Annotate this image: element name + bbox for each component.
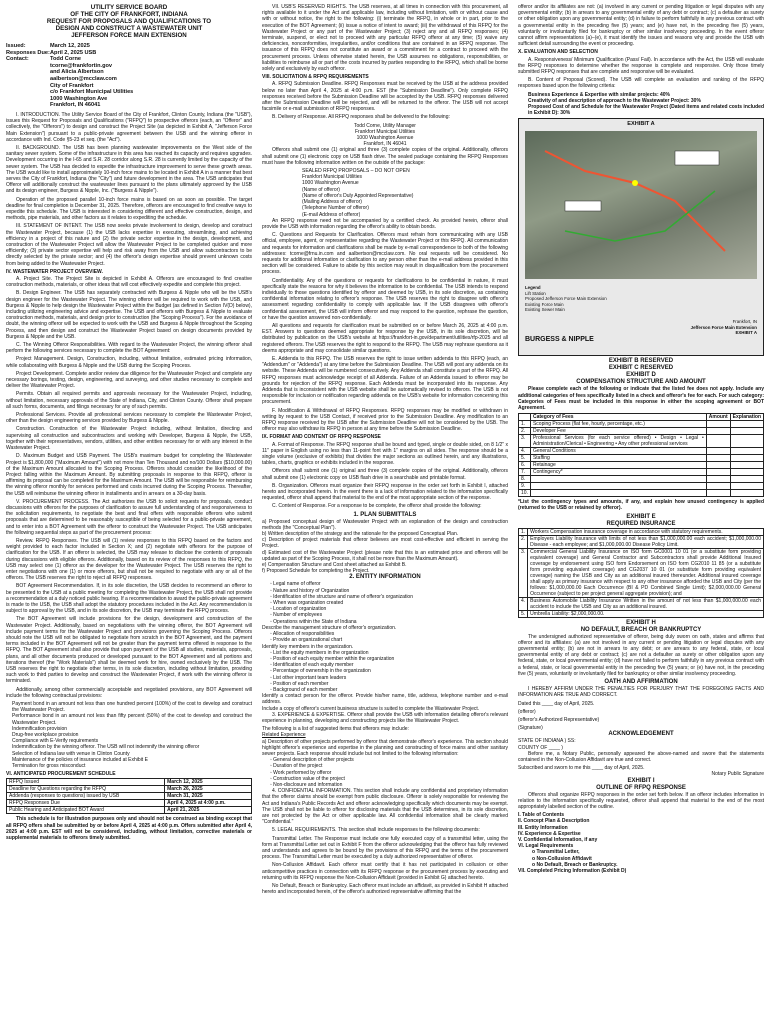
schedule-date: April 21, 2025 [165, 807, 252, 814]
signature-line: (offeror) [518, 708, 536, 715]
entity-item: Describe the management structure of offeror's organization. [262, 624, 397, 631]
project-development: Project Development. Complete and/or review due diligence for the Wastewater Project and complete any necessary borings, testing, design, engineering, and surveying, and other studies necessary to complete and deliver the Wastewater Project. [6, 370, 252, 390]
fee-category: Developer Fee [530, 428, 706, 435]
list-item: ◦ Nature and history of Organization [270, 587, 350, 594]
address-line: Frankfort Municipal Utilities [354, 128, 416, 135]
section-heading: VIII. SOLICITATION & RFPQ REQUIREMENTS [262, 74, 369, 81]
contact-line: aalbertson@mcclaw.com [50, 75, 117, 82]
ack-line: Subscribed and sworn to me this ____ day of April, 2025. [518, 765, 645, 772]
package-line: (Name of offeror's Duly Appointed Representative) [302, 192, 414, 199]
outline-item: III. Entity Information [518, 824, 568, 831]
exhibit-heading: EXHIBIT D [626, 372, 656, 379]
map-title-line: Frankfort, IN [732, 319, 757, 325]
notice-header [6, 4, 252, 39]
fee-category: Professional Services (for each service offered) • Design • Legal • Administration/Clerical • Engineering • Any other professional services [530, 435, 706, 448]
list-item: ◦ Number of employees [270, 612, 323, 619]
outline-instructions: Offerors shall organize RFPQ responses in the order set forth below. If an offeror includes information in relation to the information specifically requested, offeror shall append that material to the end of the most appropriately labelled section of the outline. [518, 791, 764, 810]
exhibit-subheading: NO DEFAULT, BREACH OR BANKRUPTCY [580, 626, 702, 633]
contingency-note: *List the contingency types and amounts, if any, and explain how unused contingency is applied (returned to the USB or retained by offeror). [518, 499, 764, 512]
fee-table [518, 413, 764, 497]
exhibit-heading: EXHIBIT C RESERVED [608, 365, 674, 372]
insurance-number: 4. [519, 597, 528, 610]
map-legend [525, 285, 625, 312]
fee-category: Retainage [530, 462, 706, 469]
outline-item: o No Default, Breach or Bankruptcy. [532, 861, 618, 868]
header-line: REQUEST FOR PROPOSALS AND QUALIFICATIONS TO [46, 18, 212, 25]
insurance-number: 3. [519, 548, 528, 597]
address-line: 1000 Washington Avenue [356, 135, 414, 142]
package-line: SEALED RFPQ PROPOSALS – DO NOT OPEN [302, 168, 410, 175]
fee-explanation [730, 476, 763, 483]
package-line: 1000 Washington Avenue [302, 180, 359, 187]
header-line: OF THE CITY OF FRANKFORT, INDIANA [70, 11, 188, 18]
ack-line: COUNTY OF ____ ) [518, 744, 563, 751]
procurement-schedule-table [6, 778, 252, 814]
fee-amount [706, 469, 730, 476]
package-line: (Telephone Number of offeror) [302, 205, 369, 212]
address-line: Todd Corne, Utility Manager [354, 122, 416, 129]
exhibit-heading: EXHIBIT H [626, 619, 656, 626]
fee-header: Category of Fees [530, 414, 706, 421]
criterion: Creativity of and description of approach to the Wastewater Project: 30% [528, 97, 701, 104]
introduction: I. INTRODUCTION. The Utility Service Board of the City of Frankfort, Clinton County, Indiana (the "USB"), issues this Request for Proposals and Qualifications ("RFPQ") to prospective offerors (each, an "Offeror" and collectively, the "Offerors") to design and construct the Project Site (as depicted in Exhibit A, "Jefferson Force Main Extension") pursuant to a public-private agreement between the USB and the winning offeror in accordance with Ind. Code §5-23 et seq. (the "Act"). [6, 111, 252, 143]
exhibit-heading: EXHIBIT B RESERVED [608, 358, 674, 365]
legend-item: Existing Sewer Main [525, 307, 565, 313]
outline-item: I. Table of Contents [518, 812, 565, 819]
related-experience: Related Experience [262, 732, 306, 739]
fee-category [530, 490, 706, 497]
insurance-number: 1. [519, 528, 528, 535]
fee-category: General Conditions [530, 448, 706, 455]
contact-line: and Alicia Albertson [50, 69, 104, 76]
list-item: ◦ List other important team leaders [270, 674, 347, 681]
criterion: Business Experience & Expertise with similar projects: 40% [528, 91, 671, 98]
exhibit-heading: EXHIBIT E [626, 513, 656, 520]
responsiveness: A. Responsiveness/ Minimum Qualification (Pass/ Fail). In accordance with the Act, the USB will evaluate the RFPQ responses to determine whether the response is complete and responsive. Only those timely submitted RFPQ responses that are complete and responsive will be evaluated. [518, 56, 764, 76]
signature-line: (Signature) [518, 725, 543, 732]
list-item: ◦ Operations within the State of Indiana [270, 618, 357, 625]
table-row [519, 483, 764, 490]
background-schedule: Operation of the proposed parallel 10-inch force mains is based on as soon as possible. The target deadline for final completion is December 31, 2025. Therefore, offerors are encouraged to find creative ways to expedite this schedule. The USB is interested in considering different and effective construction, design, and methods, pipe materials, and other factors as it relates to expediting the schedule. [6, 196, 252, 222]
offeror-responsibilities: C. The Winning Offeror Responsibilities. With regard to the Wastewater Project, the winning offeror shall perform the following services necessary to complete the BOT Agreement: [6, 342, 252, 355]
fee-amount [706, 490, 730, 497]
maximum-budget: D. Maximum Budget and USB Payment. The USB's maximum budget for completing the Wastewater Project is $1,800,000 ("Maximum Amount") with not more than Ten Thousand and no/100 Dollars ($10,000.00) of the Maximum Amount allocated to the Scoping Process. Offerors should consider the likelihood of the Project falling within the Maximum Amount. By submitting proposals in response to this RFPQ, offeror is affirming its proposal can be completed for the Maximum Amount. The USB will be responsible for reimbursing the winning offeror monthly for services performed and costs incurred during the Scoping Process. Thereafter, the USB will reimburse the winning offeror in installments and in arrears on a 30-day basis. [6, 453, 252, 497]
outline-item: V. Confidential Information, if any [518, 836, 598, 843]
fee-number: 5. [519, 455, 531, 462]
exhibit-subheading: COMPENSATION STRUCTURE AND AMOUNT [576, 379, 706, 386]
legend-item: Lift Station [525, 290, 546, 296]
plan-item: d) Estimated cost of the Wastewater Project (please note that this is an estimated price and offerors will be updated as part of the Scoping Process, it shall not be more than the Maximum Amount). [262, 549, 508, 562]
entity-list [262, 631, 508, 643]
design-engineer: B. Design Engineer. The USB has separately contracted with Burgess & Nipple who will be the USB's design engineer for the Wastewater Project. The winning offeror will be required to work with the USB, and Burgess & Nipple to help design the Wastewater Project within the Budget (as defined in Section IV(D) below), including utilizing engineering advice and expertise. The USB and offerors with Burgess & Nipple to evaluate construction methods, materials, and design prior to construction (the "Scoping Process"). For the avoidance of doubt, the winning offeror will be expected to work with the USB and Burgess & Nipple throughout the Scoping Process, and then design and construct the Wastewater Project based on design documents provided by Burgess & Nipple and the USB. [6, 290, 252, 340]
entity-item: Include a copy of offeror's current business structure is suited to complete the Wastewater Project. [262, 705, 480, 712]
entity-list [262, 581, 508, 624]
fee-explanation [730, 490, 763, 497]
list-item: ◦ Position of each member [270, 680, 329, 687]
header-line: UTILITY SERVICE BOARD [90, 4, 168, 11]
fee-amount [706, 462, 730, 469]
schedule-date: March 31, 2025 [165, 793, 252, 800]
list-item: Indemnification provision [12, 725, 68, 732]
list-item: ◦ Duration of the project [270, 763, 323, 770]
plan-item: e) Compensation Structure and Cost sheet attached as Exhibit B. [262, 562, 407, 569]
plan-item: a) Proposed conceptual design of Wastewater Project with an explanation of the design and construction methods (the "Conceptual Plan"). [262, 518, 508, 531]
subsection-heading: 2. ENTITY INFORMATION [349, 574, 421, 581]
contact-line: Frankfort, IN 46041 [50, 102, 101, 109]
fee-number: 9. [519, 483, 531, 490]
background: II. BACKGROUND. The USB has been planning wastewater improvements on the West side of the sanitary sewer system. Some of the infrastructure in this area has reached its capacity and requires upgrades. Development occurring in the I-65 and S.R. 28 corridor along S.R. 28 is currently limited by the capacity of the sewer system. The USB has decided to expedite the infrastructure improvement to serve these growth areas. The USB would like to install approximately 10-inch force mains to be located in Exhibit A in a manner that best serves the City of Frankfort, Indiana (the "City") and future development in the area. The USB anticipates that Offeror will additionally construct the wastewater lines pursuant to the plans ultimately approved by the USB and its design engineer, Burgess & Nipple, Inc. ("Burgess & Nipple"). [6, 144, 252, 195]
map-title-line: Jefferson Force Main Extension [690, 324, 757, 330]
list-item: ◦ When was organization created [270, 600, 344, 607]
contact-line: City of Frankfort [50, 82, 94, 89]
fee-header: Amount [706, 414, 730, 421]
insurance-text: Business Automobile Liability Insurance Written in the amount of not less than $1,000,000.00 each accident to include the USB and City as an additional insured. [528, 597, 764, 610]
list-item: Termination for gross misconduct [12, 763, 86, 770]
non-collusion-affidavit: Non-Collusion Affidavit. Each offeror must certify that it has not participated in collusion or other anticompetitive practices in connection with its RFPQ response or the procurement process by executing and returning with its RFPQ response the Non-Collusion Affidavit (provided in Exhibit G) attached hereto. [262, 862, 508, 881]
entity-item: Identify a contact person for the offeror. Provide his/her name, title, address, telephone number and e-mail address. [262, 693, 508, 706]
schedule-event: Addenda (responses to questions) issued by USB [7, 793, 165, 800]
fee-header: Explanation [730, 414, 763, 421]
exhibit-a-title: EXHIBIT A [627, 121, 655, 128]
list-item: Payment bond in an amount not less than one hundred percent (100%) of the cost to develop and construct the Wastewater Project. [12, 701, 252, 714]
subsection-heading: 1. PLAN SUBMITTALS [353, 511, 417, 518]
copies-requirement: Offerors shall submit one (1) original and three (3) complete copies of the original. Additionally, offerors shall submit one (1) electronic copy on USB flash drive. The sealed package containing the RFPQ Responses must have the following information written on the outside of the package: [262, 147, 508, 166]
reserved-rights: VII. USB'S RESERVED RIGHTS. The USB reserves, at all times in connection with this procurement, all rights available to it under the Act and applicable law, including without limitation, with or without cause and with or without notice, the right to the following: (i) terminate the RFPQ, in whole or in part, prior to the execution of the BOT Agreement; (ii) issue a notice of intent to award; (iii) the withdrawal of this RFPQ for the Wastewater Project or any part of the Wastewater Project; (3) reject any and all RFPQ responses; (4) terminate, suspend, or elect not to proceed with any particular RFPQ offeror at any time; (5) waive any deficiencies, nonconformities, irregularities, and/or conditions that are contained in an RFPQ response. The issuance of this RFPQ does not constitute an award or a commitment for a contract to proceed with the procurement process. Unless otherwise stated herein, the USB assumes no obligations, responsibilities, or liabilities to reimburse all or part of the costs incurred by parties responding to the RFPQ, which shall be borne solely and exclusively by each offeror. [262, 4, 508, 73]
certified-check: An RFPQ response need not be accompanied by a certified check. As provided herein, offeror shall provide the USB with information regarding the offeror's ability to obtain bonds. [262, 217, 508, 230]
table-row [519, 428, 764, 435]
table-row [519, 490, 764, 497]
oath-text: I HEREBY AFFIRM UNDER THE PENALTIES FOR PERJURY THAT THE FOREGOING FACTS AND INFORMATION ARE TRUE AND CORRECT. [518, 686, 764, 699]
transmittal-letter: Transmittal Letter. The Response must include one fully executed copy of a transmittal letter, using the form at Transmittal Letter set out in Exhibit F from the offeror acknowledging that the offeror has fully reviewed and understands and agrees to be bound by the provisions of this RFPQ and the terms of the procurement process. The Transmittal Letter must be executed by a duly authorized representative of offeror. [262, 835, 508, 861]
outline-item: IV. Experience & Expertise [518, 830, 581, 837]
list-item: ◦ Allocation of responsibilities [270, 631, 335, 638]
aerial-photo [525, 131, 757, 279]
oath-date: Dated this ____ day of April, 2025. [518, 700, 595, 707]
fee-amount [706, 428, 730, 435]
table-row [519, 476, 764, 483]
plan-item: f) Proposed Schedule for completing the Project. [262, 568, 370, 575]
statement-of-intent: III. STATEMENT OF INTENT. The USB now seeks private involvement to design, develop and construct the Wastewater Project, because (1) the USB lacks expertise in executing, streamlining, and achieving efficiency in a project of this nature and (2) the private sector expertise in the design, development, and construction of the Wastewater Project will allow the Wastewater Project to be completed quicker and more efficiently; (3) private sector expertise will help and risk away from the USB and allow subcontractors to be directly selected by the private sector; and (4) the offeror's design expertise should prevent unknown costs from being added to the Wastewater Project. [6, 223, 252, 267]
fee-amount [706, 435, 730, 448]
experience-expertise: 3. EXPERIENCE & EXPERTISE. Offeror shall provide the USB with information detailing offeror's relevant experience in planning, developing and constructing projects like the Wastewater Project. [262, 711, 508, 724]
questions-clarification: C. Questions and Requests for Clarification. Offerors must refrain from communicating with any USB official, employee, agent, or representative regarding the Wastewater Project or this RFPQ. All communication and requests for information and clarifications shall be made by e-mail correspondence to both of the following addresses: tcorne@frnu.in.com and aalbertson@mcclaw.com. No oral requests will be considered. No requests for additional information or clarification to any person other than the e-mail address provided in this section will be considered. Failure to abide by this section may result in disqualification from the procurement process. [262, 232, 508, 276]
outline-item: o Transmittal Letter, [532, 849, 580, 856]
outline-item: VI. Legal Requirements [518, 843, 574, 850]
criterion: Proposed Cost of and Schedule for the Wastewater Project (Dated items and related costs included in Exhibit D): 30% [528, 104, 764, 117]
fee-number: 10. [519, 490, 531, 497]
fee-explanation [730, 462, 763, 469]
contact-name: Todd Corne [50, 56, 81, 63]
project-site: A. Project Site. The Project Site is depicted in Exhibit A. Offerors are encouraged to find creative construction methods, materials, or other ideas that will cost effectively expedite and complete this project. [6, 276, 252, 289]
contact-label: Contact: [6, 56, 29, 63]
fee-amount [706, 448, 730, 455]
fee-number: 4. [519, 448, 531, 455]
fee-number: 8. [519, 476, 531, 483]
confidential-information: 4. CONFIDENTIAL INFORMATION. This section shall include any confidential and proprietary information that the offeror claims should be exempt from public disclosure. Offeror is solely responsible for reviewing the Act and Indiana's Public Records Act and offeror acknowledging specifically which documents may be exempt. The USB shall not be liable to offeror for disclosing materials that the USB determines, in its sole discretion, are not protected by the Act or other applicable law. All confidential information shall be clearly marked "Confidential." [262, 788, 508, 826]
insurance-text: Umbrella Liability: $2,000,000.00. [528, 610, 764, 617]
plan-item: b) Written description of the strategy and the rationale for the proposed Conceptual Plan. [262, 531, 459, 538]
table-row [7, 800, 252, 807]
table-row [519, 469, 764, 476]
section-heading: X. EVALUATION AND SELECTION [518, 49, 598, 56]
list-item: ◦ Percentage of ownership in the organization [270, 668, 371, 675]
list-item: ◦ Identification of each equity member [270, 662, 354, 669]
list-item: ◦ Work performed by offeror [270, 769, 332, 776]
fee-number: 3. [519, 435, 531, 448]
list-item: ◦ List the equity members in the organization [270, 649, 369, 656]
review-responses: Review. RFPQ Responses. The USB will (1) review responses to this RFPQ based on the factors and weight provided to each factor included in Section X; and (2) negotiate with offerors for the purpose of clarification for the USB. If an offeror is selected, the USB may release to disclose the contents of proposals during discussions with eligible offerors. Additionally, based on its review of the responses to this RFPQ, the USB may select one (1) offeror as the developer for the Wastewater Project. The USB reserves the right to enter negotiations with one (1) or more offerors, but shall not be required to negotiate with any or all of the offerors. The USB reserves the right to reject all RFPQ responses. [6, 537, 252, 582]
insurance-text: Employers Liability Insurance with limits of not less than $1,000,000.00 each accident; $1,000,000.00 Disease - each employee; and $1,000,000.00 Disease Policy Limit. [528, 535, 764, 548]
legend-title: Legend [525, 285, 541, 291]
list-item: Compliance with E-Verify requirements [12, 738, 99, 745]
outline-item: o Non-Collusion Affidavit [532, 855, 592, 862]
schedule-event: RFPQ Responses Due [7, 800, 165, 807]
contract-provisions-intro: Additionally, among other commercially acceptable and negotiated provisions, any BOT Agreement will include the following contractual provisions: [6, 686, 252, 699]
exhibit-heading: EXHIBIT I [627, 777, 655, 784]
ack-line: STATE OF INDIANA ) SS: [518, 738, 576, 745]
fee-number: 7. [519, 469, 531, 476]
insurance-text: Workers Compensation insurance coverage in accordance with statutory requirements. [528, 528, 764, 535]
table-row [519, 535, 764, 548]
package-line: (E-mail Address of offeror) [302, 211, 361, 218]
schedule-date: April 4, 2025 at 4:00 p.m. [165, 800, 252, 807]
list-item: ◦ Non-disclosure and information [270, 781, 343, 788]
fee-explanation [730, 428, 763, 435]
table-row [519, 435, 764, 448]
fee-category: Staffing [530, 455, 706, 462]
section-heading: VI. ANTICIPATED PROCUREMENT SCHEDULE [6, 771, 116, 778]
fee-amount [706, 476, 730, 483]
package-label [262, 168, 508, 218]
list-item: ◦ General description of other projects [270, 757, 354, 764]
fee-explanation [730, 483, 763, 490]
construction: Construction. Construction of the Wastewater Project including, without limitation, directing and supervising all construction and subcontractors and working with Developer, Burgess & Nipple, the USB, together with their representatives, vendors, utilities, and other entities necessary for or with any interest in the Wastewater Project. [6, 426, 252, 452]
contact-line: 1000 Washington Ave [50, 95, 108, 102]
experience-list [262, 757, 508, 788]
contact-line: tcorne@frankfortin.gov [50, 62, 113, 69]
content-of-response: C. Content of Response. For a response to be complete, the offeror shall provide the following: [272, 503, 482, 510]
table-row [519, 528, 764, 535]
insurance-text: Commercial General Liability Insurance on ISO form GC0001 10 01 (or a substitute form providing equivalent coverage) and General Contractor and Subcontractors shall provide Additional Insured coverage by endorsement using ISO form Endorsement on ISO form CG2010 11 85 (or a substitute form providing equivalent coverage) and CG2037 10 01 (or substitute form providing equivalent coverage) naming the USB and City as an additional insured thereunder. Additional insured coverage shall apply as primary insurance with respect to any other insurance afforded the USB and City (per the follows: $1,000,000.00 Each Occurrence (BI & PD Combined Single Limit); $2,000,000.00 General Occurrence (subject to per project general aggregate provision); and [528, 548, 764, 597]
fee-number: 6. [519, 462, 531, 469]
list-item: ◦ Legal name of offeror [270, 581, 321, 588]
schedule-event: Deadline for Questions regarding the RFPQ [7, 786, 165, 793]
list-item: Maintenance of the policies of insurance included at Exhibit E [12, 756, 148, 763]
no-default-continued: offeror and/or its affiliates are not: (a) involved in any current or pending litigation or legal disputes with any governmental entity; (b) in arrears to any governmental entity of any debt or contract; (c) a defaulter as surety or other obligation upon any governmental entity; (d) in failure to perform faithfully in any previous contract with a governmental entity in the preceding five (5) years; and (e) have not, in the preceding five (5) years, voluntarily or involuntarily filed for bankruptcy or other similar insolvency proceeding. In the event offeror cannot affirm representations (a)–(e), it must identify the issues and reasons why and provide the USB with sufficient detail surrounding the event or proceeding. [518, 4, 764, 48]
schedule-note: This schedule is for illustration purposes only and should not be construed as binding except that all RFPQ offers shall be submitted by or before April 4, 2025 at 4:00 p.m. Offers submitted after April 4, 2025 at 4:00 p.m. EST will not be considered, including, without limitation, corrective materials or supplemental materials to offerors timely submitted. [6, 816, 252, 842]
procurement-process: V. PROCUREMENT PROCESS. The Act authorizes the USB to solicit requests for proposals, conduct discussions with offerors for the purposes of clarification to assure full understanding of and responsiveness to the solicitation requirements, to negotiate the best and final offers with responsible offerors who submit proposals that are determined to be reasonably susceptible of being selected for a public-private agreement, and to enter into a BOT Agreement with the offeror to construct the Wastewater Project. The USB anticipates the following sequential steps as part of the procurement process: [6, 498, 252, 536]
delivery-of-response: B. Delivery of Response. All RFPQ responses shall be delivered to the following: [272, 114, 450, 121]
fee-category: Contingency* [530, 469, 706, 476]
table-row [7, 793, 252, 800]
content-scored: B. Content of Proposal (Scored). The USB will complete an evaluation and ranking of the RFPQ responses based upon the following criteria: [518, 77, 764, 90]
force-main-route [525, 131, 757, 279]
insurance-number: 5. [519, 610, 528, 617]
package-line: Frankfort Municipal Utilities [302, 174, 363, 181]
acknowledgement-heading: ACKNOWLEDGEMENT [608, 731, 674, 738]
notary-signature: Notary Public Signature [711, 771, 764, 778]
plan-item: c) Description of project materials that offeror believes are most cost-effective and efficient in serving the Project. [262, 537, 508, 550]
fee-number: 2. [519, 428, 531, 435]
list-item: ◦ Location of organization [270, 606, 327, 613]
package-line: (Mailing Address of offeror) [302, 199, 362, 206]
table-row [519, 455, 764, 462]
permits: Permits. Obtain all required permits and approvals necessary for the Wastewater Project, including, without limitation, necessary approvals of the State of Indiana, City, and Clinton County. Offeror shall prepare all such forms, documents, and filings necessary for any of such permits. [6, 391, 252, 410]
header-line: DESIGN AND CONSTRUCT A WASTEWATER UNIT [55, 25, 203, 32]
column-1 [6, 4, 252, 843]
fee-explanation [730, 469, 763, 476]
exhibit-subheading: OUTLINE OF RFPQ RESPONSE [596, 784, 686, 791]
table-row [519, 610, 764, 617]
schedule-date: March 12, 2025 [165, 779, 252, 786]
experience-note: The following is a list of suggested items that offerors may include: [262, 726, 409, 733]
list-item: Drug-free workplace provision [12, 732, 79, 739]
table-row [7, 786, 252, 793]
exhibit-subheading: REQUIRED INSURANCE [606, 520, 676, 527]
outline-list [518, 812, 764, 874]
schedule-date: March 26, 2025 [165, 786, 252, 793]
ack-text: Before me, a Notary Public, personally appeared the above-named and swore that the statements contained in the Non-Collusion Affidavit are true and correct. [518, 750, 764, 763]
table-row [7, 807, 252, 814]
issue-info [6, 43, 252, 109]
legend-item: Proposed Jefferson Force Main Extension [525, 296, 607, 302]
modification-withdrawal: F. Modification & Withdrawal of RFPQ Responses. RFPQ responses may be modified or withdrawn in writing by request to the USB Contact, if received prior to the Submission Deadline. Any modification to an RFPQ response received by the USB after the Submission Deadline will not be considered by the USB. The offeror may also withdraw its RFPQ in person at any time before the Submission Deadline. [262, 407, 508, 433]
compensation-instructions: Please complete each of the following or indicate that the listed fee does not apply. Include any additional categories of fees specifically listed in a check and offeror's fee for each. For such category: Categories of Fees must be included in this response in either the scoping agreement or BOT Agreement. [518, 386, 764, 412]
confidentiality: Confidentiality. Any of the questions or requests for clarifications to be confidential in nature, it must specifically state the reasons for why it believes the information to be confidential. The USB intends to respond individually to those questions identified by offeror and deemed by USB, in its sole discretion, as containing confidential information relating to offeror's response. The USB reserves the right to disagree with offeror's assessment regarding confidentiality to comply with applicable law. If the USB disagrees with offeror's confidential assessment, the USB will inform offeror and may respond to the question, rephrase the question, or have the question answered non-confidentially. [262, 277, 508, 321]
fee-explanation [730, 421, 763, 428]
project-management: Project Management. Design, Construction, including, without limitation, estimated pricing information, while collaborating with Burgess & Nipple and the USB during the Scoping Process. [6, 356, 252, 369]
entity-item: Identify key members in the organization. [262, 643, 354, 650]
list-item: ◦ Background of each member [270, 686, 338, 693]
header-line: JEFFERSON FORCE MAIN EXTENSION [71, 32, 187, 39]
oath-heading: OATH AND AFFIRMATION [604, 679, 678, 686]
criteria-list [518, 92, 764, 117]
fee-category [530, 483, 706, 490]
map-title-block [677, 319, 757, 335]
fee-category [530, 476, 706, 483]
list-item: ◦ Position of each equity member within the organization [270, 655, 395, 662]
section-heading: IV. WASTEWATER PROJECT OVERVIEW. [6, 268, 103, 275]
fee-amount [706, 455, 730, 462]
submission-deadline: A. RFPQ Submission Deadline. RFPQ Responses must be received by the USB at the address provided below no later than April 4, 2025 at 4:00 p.m. EST (the "Submission Deadline"). Only complete RFPQ responses received before the Submission Deadline will be accepted by the USB. RFPQ responses delivered after the Submission Deadline will be rejected, and will be returned to the offeror. The USB will not accept facsimile or e-mail submission of RFPQ responses. [262, 81, 508, 113]
professional-services: Professional Services. Provide all professional services necessary to complete the Wastewater Project, other than the design engineering services provided by Burgess & Nipple. [6, 412, 252, 425]
table-row [519, 597, 764, 610]
organization: B. Organization. Offerors must organize their RFPQ response in the order set forth in Exhibit I, attached hereto and incorporated herein. In the event there is a lack of information related to the information specifically requested, offeror shall append that material to the end of the most appropriate section of the response. [262, 482, 508, 502]
schedule-event: RFPQ Issued [7, 779, 165, 786]
address-line: Frankfort, IN 46041 [363, 141, 407, 148]
insurance-table [518, 528, 764, 618]
table-row [519, 421, 764, 428]
experience-description: a) Description of other projects performed by offeror that demonstrate offeror's experience. This section should highlight offeror's experience and expertise in the planning and constructing of force mains and other sanitary sewer projects. Each response should include but not limited to the following information: [262, 738, 508, 757]
legend-item: Existing Force Main [525, 301, 564, 307]
bot-recommendation: BOT Agreement Recommendation. If, in its sole discretion, the USB decides to recommend an offeror to be presented to the USB at a public meeting for completing the Wastewater Project, the USB shall not provide a recommendation at a duly noticed public hearing. If a recommendation to award the public-private agreement is made to the USB, the USB shall adopt the statutory procedures included in the Act. Any recommendation is subject to approval by the USB, and in its sole discretion, the USB may terminate the RFPQ process. [6, 583, 252, 615]
fee-amount [706, 421, 730, 428]
delivery-address [262, 123, 508, 148]
column-3 [518, 4, 764, 874]
list-item: Indemnification by the winning offeror. The USB will not indemnify the winning offeror [12, 744, 200, 751]
addenda: E. Addenda to this RFPQ. The USB reserves the right to issue written addenda to this RFPQ (each, an "Addendum" or "Addenda") at any time before the Submission Deadline. The USB will post any addenda on its website. These Addenda will be numbered consecutively. Any Addenda shall constitute a part of the RFPQ. All RFPQ responses must acknowledge receipt of all Addenda. Failure of an Addenda issued to offeror may be grounds for rejection of the RFPQ response. Each Addenda must be incorporated into its response. Any Addenda that is inconsistent with the USB website shall be automatically revised to offerors. The USB is not responsible for inclusion or notification regarding addenda on the USB's website for information concerning this procurement. [262, 355, 508, 406]
exhibit-a-map [518, 118, 764, 356]
no-default-affidavit: The undersigned authorized representative of offeror, being duly sworn on oath, states and affirms that offeror and its affiliates: (a) are not involved in any current or pending litigation or legal disputes with any governmental entity; (b) are not in arrears to any debt; or are arrears to any federal, state, or local governmental entity of any debt or contract; (c) are not a defaulter as surety or other obligation upon any federal, state, or local governmental entity; (d) have not failed to perform faithfully in any previous contract with a federal, state, or local governmental entity in the preceding five (5) years; or (e) have not, in the preceding five (5) years, voluntarily or involuntarily filed for bankruptcy or other similar insolvency proceeding. [518, 633, 764, 677]
outline-item: VII. Completed Pricing Information (Exhibit D) [518, 867, 627, 874]
schedule-event: Public Hearing and Anticipated BOT Award [7, 807, 165, 814]
insurance-number: 2. [519, 535, 528, 548]
table-row [7, 779, 252, 786]
provision-list [6, 701, 252, 769]
table-row [519, 462, 764, 469]
list-item: ◦ Provide an organizational chart [270, 637, 343, 644]
issued-label: Issued: [6, 43, 26, 49]
fee-explanation [730, 448, 763, 455]
column-2 [262, 4, 508, 897]
fee-explanation [730, 435, 763, 448]
contact-line: c/o Frankfort Municipal Utilities [50, 89, 134, 96]
list-item: Performance bond in an amount not less than fifty percent (50%) of the cost to develop and construct the Wastewater Project. [12, 713, 252, 726]
fee-explanation [730, 455, 763, 462]
due-date: April 2, 2025 USB [50, 49, 97, 56]
list-item: ◦ Identification of the structure and name of offeror's organization [270, 593, 413, 600]
map-title-line: EXHIBIT A [735, 330, 757, 336]
format-copies: Offerors shall submit one (1) original and three (3) complete copies of the original. Additionally, offerors shall submit one (1) electronic copy on USB flash drive in a searchable and printable format. [262, 468, 508, 481]
fee-category: Scoping Process (flat fee, hourly, percentage, etc.) [530, 421, 706, 428]
legal-requirements: 5. LEGAL REQUIREMENTS. This section shall include responses to the following documents: [272, 827, 480, 834]
list-item: Selection of Indiana law with venue in Clinton County [12, 750, 130, 757]
fee-amount [706, 483, 730, 490]
burgess-nipple-logo: BURGESS & NIPPLE [525, 336, 594, 344]
format-of-response: A. Format of Response. The RFPQ response shall be bound and typed, single or double sided, on 8 1/2" x 11" paper in English using no less than 11-point font with 1" margins on all sides. The response should be a single volume (exclusive of exhibits) that divides the major sections as outlined herein, and any illustrations, tables, charts, graphics or exhibits included in the response. [262, 441, 508, 467]
package-line: (Name of offeror) [302, 186, 340, 193]
outline-item: II. Concept Plan & Description [518, 818, 590, 825]
entity-list [262, 650, 508, 693]
issued-date: March 12, 2025 [50, 43, 90, 49]
due-label: Responses Due: [6, 49, 50, 56]
table-row [519, 448, 764, 455]
question-deadline: All questions and requests for clarification must be submitted on or before March 26, 2025 at 4:00 p.m. EST. Answers to questions deemed appropriate for response by the USB, in its sole discretion, will be distributed by publication on the USB's website at https://frankfort-in.gov/department/utilities/rfp-2025 and all registered offerors. The USB reserves the right to respond to the RFPQ. The USB may rephrase questions as it deems appropriate and may consolidate similar questions. [262, 322, 508, 354]
signature-line: (offeror's Authorized Representative) [518, 716, 600, 723]
fee-number: 1. [519, 421, 531, 428]
bot-provisions: The BOT Agreement will include provisions for the design, development and construction of the Wastewater Project. Additionally, based on negotiations with the winning offeror, the BOT Agreement will include payment terms for the Wastewater Project and provisions governing the Scoping Process. Offerors should note the USB will not be obligated to negotiate from scratch in the BOT Agreement, and the payment terms included in the BOT Agreement will not be greater than the payment terms offered in response to the RFPQ. The BOT Agreement shall also provide that upon payment of the USB all studies, materials, approvals, plans, and all other documents produced or developed pursuant to the BOT Agreement and all portions and iterations thereof (the "Work Materials") shall be deemed work for hire, owned exclusively by the USB. The USB reserves the right to negotiate other terms, in its sole discretion, including without limitation, providing such work to third parties to develop and construct the Wastewater Project, if work with the winning offeror is terminated. [6, 616, 252, 685]
section-heading: IX. FORMAT AND CONTENT OF RFPQ RESPONSE [262, 434, 381, 441]
no-default: No Default, Breach or Bankruptcy. Each offeror must include an affidavit, as provided in Exhibit H attached hereto and incorporated herein, of the offeror's authorized representative affirming that the [262, 883, 508, 896]
list-item: ◦ Construction value of the project [270, 775, 345, 782]
table-row [519, 548, 764, 597]
